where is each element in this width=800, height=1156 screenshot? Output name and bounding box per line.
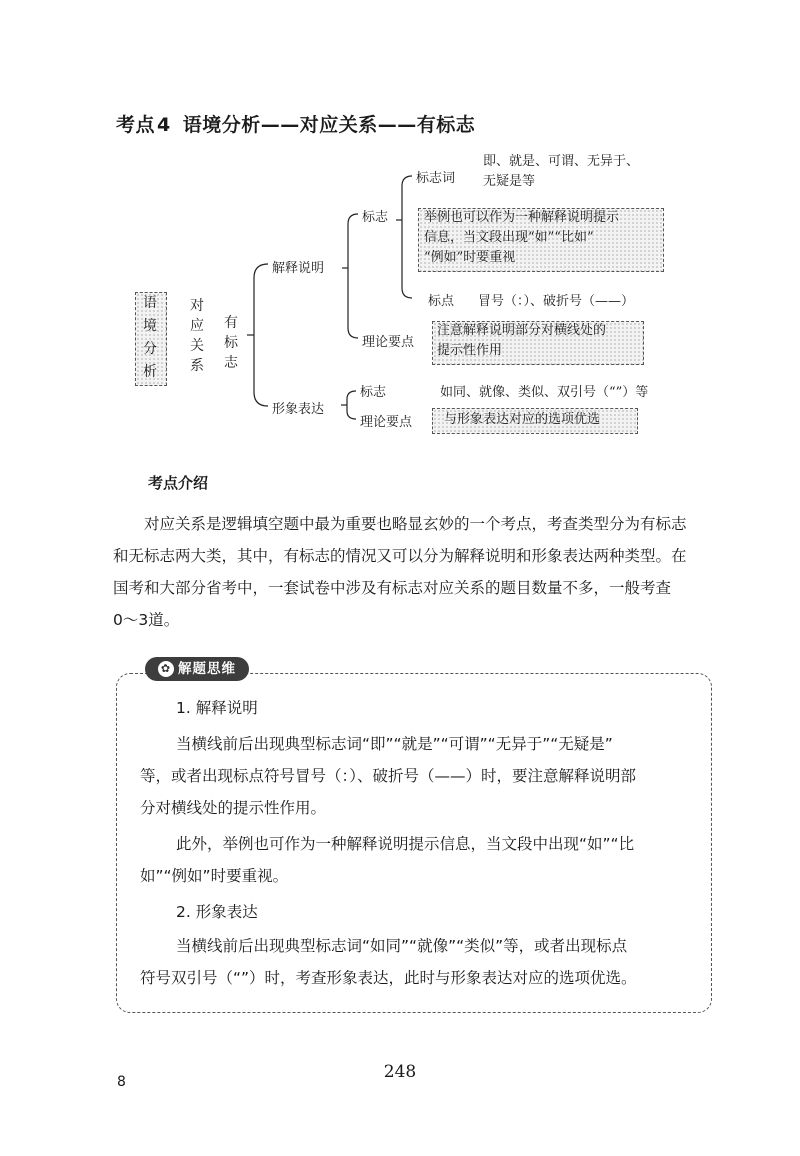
root-char: 分 [143, 341, 157, 357]
sub-word-label: 标志词 [416, 171, 456, 186]
box-line: 等，或者出现标点符号冒号（：）、破折号（——）时，要注意解释说明部 [140, 767, 637, 785]
root-char: 有 [224, 315, 238, 331]
intro-line: 0～3道。 [113, 611, 180, 629]
branch-explain-label: 解释说明 [272, 261, 325, 276]
corner-mark: 8 [117, 1074, 126, 1090]
explain-mark-label: 标志 [362, 210, 389, 225]
sub-word-items-2: 无疑是等 [483, 174, 536, 189]
theory-note-1: 注意解释说明部分对横线处的 [437, 323, 607, 338]
box-line: 如”“例如”时要重视。 [140, 867, 289, 885]
intro-line: 国考和大部分省考中，一套试卷中涉及有标志对应关系的题目数量不多，一般考查 [113, 579, 672, 597]
root-char: 应 [190, 318, 204, 334]
root-char: 境 [143, 318, 157, 334]
box-line: 当横线前后出现典型标志词“即”“就是”“可谓”“无异于”“无疑是” [176, 735, 613, 753]
bracket-explain [348, 214, 358, 338]
sub-word-items-1: 即、就是、可谓、无异于、 [483, 154, 640, 169]
box-line: 当横线前后出现典型标志词“如同”“就像”“类似”等，或者出现标点 [176, 937, 628, 955]
page-number: 248 [383, 1062, 417, 1082]
root-char: 析 [143, 364, 157, 380]
box-heading-1: 1. 解释说明 [176, 699, 258, 717]
root-col3 [223, 313, 239, 373]
badge-label: 解题思维 [178, 661, 236, 677]
root-char: 对 [190, 298, 204, 314]
root-char: 语 [143, 295, 157, 311]
box-line: 符号双引号（“”）时，考查形象表达，此时与形象表达对应的选项优选。 [140, 969, 637, 987]
root-col1 [142, 292, 158, 384]
root-char: 标 [224, 335, 238, 351]
intro-line: 对应关系是逻辑填空题中最为重要也略显玄妙的一个考点，考查类型分为有标志 [144, 515, 687, 533]
example-note-3: “例如”时要重视 [424, 250, 516, 265]
explain-theory-label: 理论要点 [362, 335, 415, 350]
image-mark-label: 标志 [360, 385, 387, 400]
example-note-2: 信息，当文段出现“如”“比如” [424, 230, 594, 245]
intro-line: 和无标志两大类，其中，有标志的情况又可以分为解释说明和形象表达两种类型。在 [113, 547, 687, 565]
image-theory-label: 理论要点 [360, 415, 413, 430]
box-line: 分对横线处的提示性作用。 [140, 799, 327, 817]
bracket-image [347, 391, 356, 419]
root-col2 [189, 296, 205, 376]
bracket-mark [402, 176, 412, 298]
bracket-root [254, 264, 268, 406]
box-line: 此外，举例也可作为一种解释说明提示信息，当文段中出现“如”“比 [176, 835, 635, 853]
mindmap-lines [0, 0, 800, 480]
star-icon: ✿ [158, 661, 174, 677]
heading-prefix: 考点 [116, 114, 156, 136]
image-mark-items: 如同、就像、类似、双引号（“”）等 [440, 385, 649, 400]
sub-punct-items: 冒号（：）、破折号（——） [478, 294, 635, 309]
intro-title: 考点介绍 [148, 474, 209, 492]
root-char: 关 [190, 338, 204, 354]
branch-image-label: 形象表达 [272, 402, 325, 417]
example-note-1: 举例也可以作为一种解释说明提示 [424, 210, 620, 225]
heading-title: 语境分析——对应关系——有标志 [182, 114, 476, 136]
box-heading-2: 2. 形象表达 [176, 903, 258, 921]
theory-note-2: 提示性作用 [437, 343, 503, 358]
root-char: 系 [190, 358, 204, 374]
image-theory-note: 与形象表达对应的选项优选 [444, 412, 601, 427]
heading-number: 4 [157, 114, 171, 136]
root-char: 志 [224, 355, 238, 371]
sub-punct-label: 标点 [428, 294, 455, 309]
thinking-badge [145, 657, 249, 681]
